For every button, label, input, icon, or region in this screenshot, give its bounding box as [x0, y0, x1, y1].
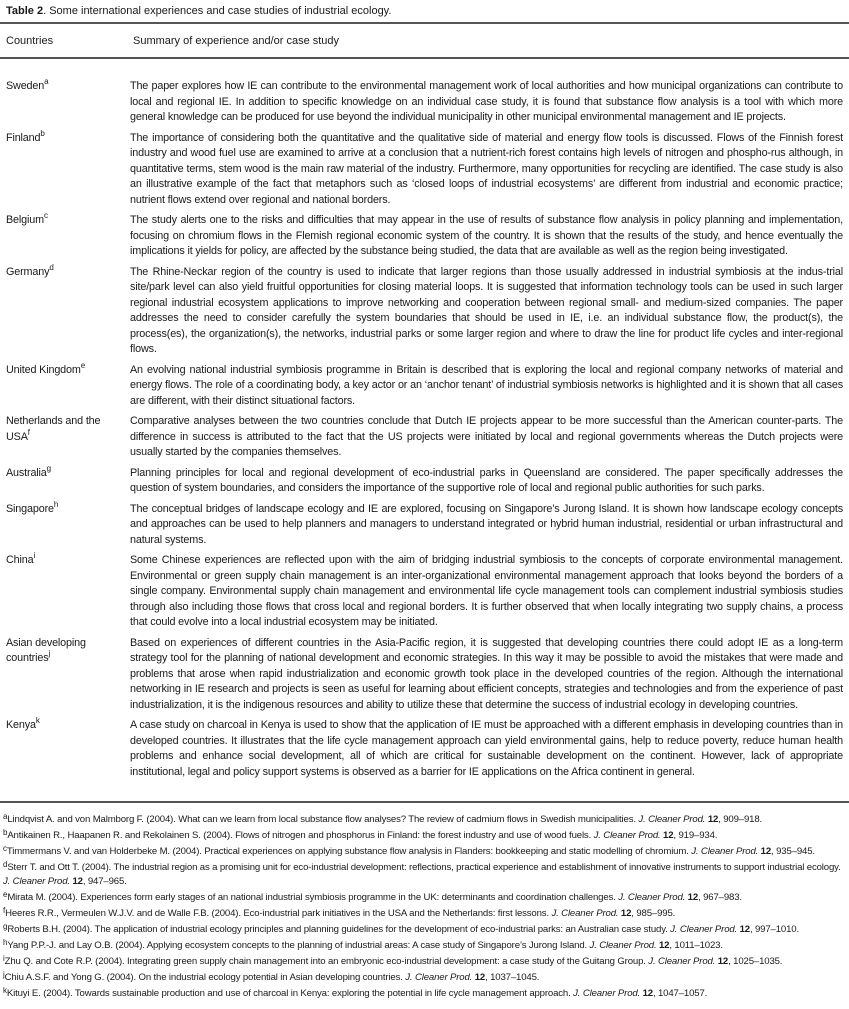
journal-name: J. Cleaner Prod. — [618, 892, 686, 903]
country-cell — [0, 128, 124, 209]
journal-volume: 12 — [663, 830, 674, 841]
footnote — [3, 923, 849, 937]
table-row — [0, 128, 849, 209]
journal-volume: 12 — [72, 876, 83, 887]
journal-pages: , 997–1010. — [749, 924, 799, 935]
journal-name: J. Cleaner Prod. — [593, 830, 661, 841]
footnote-text: Kituyi E. (2004). Towards sustainable production and use of charcoal in Kenya: exploring the potential in life cycle management approach. — [6, 988, 574, 999]
country-cell — [0, 213, 124, 260]
footnotes — [3, 803, 849, 1001]
footnote — [3, 939, 849, 953]
table-label: Table 2 — [6, 5, 44, 17]
country-cell — [0, 499, 124, 549]
summary-cell: Based on experiences of different countries in the Asia-Pacific region, it is suggested that developing countries there could adopt IE as a long-term strategy tool for the planning of national development and economic strategies. In this way it may be possible to avoid the mistakes that were made and problems that arose when rapid industrialization and economic growth took place in the developed countries of the region. Although the international networking in IE research and projects is seen as useful for learning about efficient concepts, strategies and technologies and from the experience of past industrialization, it is the indigenous resources and ability to utilize these that determine the success of industrial ecology in developing countries. — [130, 636, 843, 711]
summary-cell: Planning principles for local and regional development of eco-industrial parks in Queensland are considered. The paper specifically addresses the question of system boundaries, and considers the importance of the supportive role of local and regional public authorities for such parks. — [130, 466, 843, 494]
footnote-text: Heeres R.R., Vermeulen W.J.V. and de Walle F.B. (2004). Eco-industrial park initiatives in the USA and the Netherlands: first lessons. — [5, 908, 552, 919]
footnote-mark: f — [27, 427, 30, 437]
country-cell — [0, 463, 124, 497]
country-name: China — [6, 554, 34, 566]
journal-name: J. Cleaner Prod. — [589, 940, 657, 951]
footnote — [3, 829, 849, 843]
country-cell — [0, 718, 124, 780]
journal-pages: , 935–945. — [771, 846, 815, 857]
footnote — [3, 987, 849, 1001]
footnote-mark: c — [3, 844, 7, 853]
country-cell — [0, 414, 124, 461]
journal-name: J. Cleaner Prod. — [551, 908, 619, 919]
journal-volume: 12 — [642, 988, 653, 999]
country-name: Belgium — [6, 214, 44, 226]
table-row — [0, 636, 849, 714]
footnote-mark: h — [3, 938, 8, 947]
footnote-mark: a — [3, 812, 8, 821]
country-name: Asian developing countries — [6, 636, 86, 664]
country-name: Sweden — [6, 80, 45, 92]
footnote-mark: b — [3, 828, 8, 837]
journal-pages: , 1025–1035. — [728, 956, 783, 967]
table-row — [0, 414, 849, 461]
summary-cell: The study alerts one to the risks and difficulties that may appear in the use of results of substance flow analysis in policy planning and implementation, focusing on chromium flows in the Flemish regional economic system of the country. It is shown that the results of the study, and hence eventually the implications it yields for policy, are affected by the substance being studied, the data that are available as well as the region being investigated. — [130, 214, 843, 257]
journal-pages: , 947–965. — [82, 876, 127, 887]
footnote-mark: d — [49, 262, 54, 272]
footnote — [3, 971, 849, 985]
journal-volume: 12 — [739, 924, 750, 935]
journal-pages: , 1011–1023. — [669, 940, 723, 951]
country-cell — [0, 79, 124, 126]
footnote-text: Zhu Q. and Cote R.P. (2004). Integrating green supply chain management into an embryonic eco-industrial development: a case study of the Guitang Group. — [4, 956, 649, 967]
journal-volume: 12 — [707, 814, 719, 825]
journal-name: J. Cleaner Prod. — [691, 846, 759, 857]
footnote-mark: f — [3, 906, 6, 915]
country-name: United Kingdom — [6, 363, 81, 376]
country-name: Finland — [6, 131, 41, 144]
footnote-mark: b — [40, 128, 45, 138]
footnote-text: Yang P.P.-J. and Lay O.B. (2004). Applying ecosystem concepts to the planning of industrial areas: A case study of Singapore’s Jurong Island. — [7, 940, 590, 951]
footnote-mark: k — [35, 716, 40, 725]
journal-pages: , 1037–1045. — [485, 972, 540, 983]
journal-name: J. Cleaner Prod. — [638, 814, 706, 825]
journal-name: J. Cleaner Prod. — [3, 876, 70, 887]
table-caption — [6, 4, 849, 18]
footnote-mark: k — [3, 986, 7, 995]
footnote-mark: a — [44, 77, 49, 86]
country-cell — [0, 262, 124, 358]
country-name: Germany — [6, 265, 50, 278]
table-row — [0, 499, 849, 549]
journal-pages: , 985–995. — [631, 908, 676, 919]
footnote-mark: g — [3, 922, 8, 931]
table-row — [0, 360, 849, 410]
country-cell — [0, 553, 124, 631]
footnote-text: Chiu A.S.F. and Yong G. (2004). On the industrial ecology potential in Asian developing countries. — [4, 972, 406, 983]
table-row — [0, 718, 849, 780]
footnote-mark: j — [48, 649, 51, 658]
footnote — [3, 907, 849, 921]
footnote-mark: i — [33, 551, 36, 560]
footnote-mark: d — [3, 860, 8, 869]
footnote-mark: e — [3, 890, 8, 899]
footnote — [3, 845, 849, 859]
header-countries: Countries — [6, 35, 54, 47]
footnote-mark: i — [3, 954, 5, 963]
country-name: Netherlands and the USA — [6, 415, 101, 443]
footnote-text: Timmermans V. and van Holderbeke M. (2004). Practical experiences on applying substance flow analysis in Flanders: bookkeeping and static modelling of chromium. — [6, 846, 692, 857]
footnote-text: Roberts B.H. (2004). The application of industrial ecology principles and planning guidelines for the development of eco-industrial parks: an Australian case study. — [7, 924, 671, 935]
footnote-mark: e — [80, 360, 86, 370]
journal-pages: , 919–934. — [673, 830, 718, 841]
footnote-text: Mirata M. (2004). Experiences form early stages of an national industrial symbiosis programme in the UK: determinants and coordination challenges. — [7, 892, 619, 903]
journal-volume: 12 — [760, 846, 772, 857]
footnote-mark: j — [3, 970, 5, 979]
journal-pages: , 909–918. — [718, 814, 763, 825]
table-header — [0, 24, 849, 57]
summary-cell: Some Chinese experiences are reflected upon with the aim of bridging industrial symbiosis to the concepts of corporate environmental management. Environmental or green supply chain management is an inter-organizational environmental management approach that looks beyond the borders of a single company. Environmental supply chain management and environmental life cycle management tools can complement industrial symbiosis studies through also including those flows that cross local and regional borders. It is further observed that when locally integrating two supply chains, a process that could evolve into a local industrial ecosystem may be initiated. — [130, 554, 843, 628]
footnote-text: Sterr T. and Ott T. (2004). The industrial region as a promising unit for eco-industrial development: reflections, practical experience and establishment of innovative instruments to support industrial ecology. — [7, 862, 841, 873]
header-summary: Summary of experience and/or case study — [133, 35, 340, 47]
journal-name: J. Cleaner Prod. — [670, 924, 738, 935]
summary-cell: The paper explores how IE can contribute to the environmental management work of local authorities and how municipal organizations can contribute to local and regional IE. In addition to specific knowledge on an individual case study, it is found that substance flow analysis is a tool with which more general knowledge can be produced for use beyond the individual municipality in other municipal environmental management and IE projects. — [130, 80, 843, 123]
journal-volume: 12 — [658, 940, 670, 951]
summary-cell: Comparative analyses between the two countries conclude that Dutch IE projects appear to be more successful than the American counter-parts. The difference in success is attributed to the fact that the US projects were initiated by local and regional governments whereas the Dutch projects were usually started by the companies themselves. — [130, 415, 843, 458]
summary-cell: An evolving national industrial symbiosis programme in Britain is described that is exploring the local and regional company networks of material and energy flows. The role of a coordinating body, a key actor or an ‘anchor tenant’ of industrial symbiosis networks is highlighted and it is shown that all cases are different, with their distinct situational factors. — [130, 363, 843, 407]
summary-cell: The importance of considering both the quantitative and the qualitative side of material and energy flow tools is discussed. Flows of the Finnish forest industry and wood fuel use are examined to arrive at a conclusion that a nutrient-rich forest contains high levels of nitrogen and phospho-rus although, in quantitative terms, stem wood is the main raw material of the industry. Furthermore, many opportunities for recycling are identified. The case study is also an illustrative example of the fact that metaphors such as ‘closed loops of industrial ecosystems’ are different from industrial and economic practice; nutrient flows extend over regional and national borders. — [130, 131, 843, 206]
table-body — [0, 59, 849, 801]
table-row — [0, 79, 849, 126]
footnote — [3, 861, 849, 889]
journal-pages: , 1047–1057. — [652, 988, 708, 999]
table-row — [0, 262, 849, 358]
footnote-mark: g — [46, 463, 51, 473]
table-row — [0, 213, 849, 260]
journal-volume: 12 — [717, 956, 729, 967]
journal-name: J. Cleaner Prod. — [573, 988, 641, 999]
table-caption-text: . Some international experiences and case studies of industrial ecology. — [43, 5, 392, 17]
country-name: Singapore — [6, 502, 54, 515]
footnote-text: Lindqvist A. and von Malmborg F. (2004). What can we learn from local substance flow analyses? The review of cadmium flows in Swedish municipalities. — [7, 814, 639, 825]
footnote — [3, 955, 849, 969]
summary-cell: The conceptual bridges of landscape ecology and IE are explored, focusing on Singapore’s Jurong Island. It is shown how landscape ecology concepts and approaches can be used to help planners and managers to understand integrated or hybrid human industrial, residential or urban infrastructural and natural systems. — [130, 502, 843, 546]
journal-volume: 12 — [620, 908, 632, 919]
footnote-mark: c — [43, 211, 48, 220]
journal-name: J. Cleaner Prod. — [405, 972, 473, 983]
journal-volume: 12 — [687, 892, 699, 903]
footnote-text: Antikainen R., Haapanen R. and Rekolainen S. (2004). Flows of nitrogen and phosphorus in Finland: the forest industry and use of wood fuels. — [7, 830, 594, 841]
summary-cell: A case study on charcoal in Kenya is used to show that the application of IE must be approached with a different emphasis in developing countries than in developed countries. It illustrates that the life cycle management approach can yield environmental gains, help to reduce poverty, reduce human health problems and enhance social development, all of which are critical for sustainable development on the continent. However, lack of appropriate institutional, legal and policy support systems is observed as a barrier for IE applications on the Africa continent in general. — [130, 719, 843, 778]
country-name: Australia — [6, 466, 47, 479]
footnote — [3, 813, 849, 827]
country-cell — [0, 636, 124, 714]
footnote — [3, 891, 849, 905]
table-row — [0, 553, 849, 631]
journal-name: J. Cleaner Prod. — [648, 956, 716, 967]
journal-volume: 12 — [474, 972, 486, 983]
country-name: Kenya — [6, 719, 36, 731]
footnote-mark: h — [53, 499, 59, 509]
country-cell — [0, 360, 124, 410]
summary-cell: The Rhine-Neckar region of the country is used to indicate that larger regions than those usually addressed in industrial symbiosis at the indus-trial site/park level can also yield fruitful opportunities for closing material loops. It is suggested that information technology tools can be used in such larger regional industrial ecosystem applications to improve networking and cooperation between regional small- and medium-sized companies. The paper addresses the need to consider carefully the system boundaries that should be used in IE, i.e. an individual substance flow, the product(s), the process(es), the organization(s), the networks, industrial parks or some larger region and where to draw the line for product life cycles and inter-regional flows. — [130, 265, 843, 355]
journal-pages: , 967–983. — [698, 892, 742, 903]
table-row — [0, 463, 849, 497]
